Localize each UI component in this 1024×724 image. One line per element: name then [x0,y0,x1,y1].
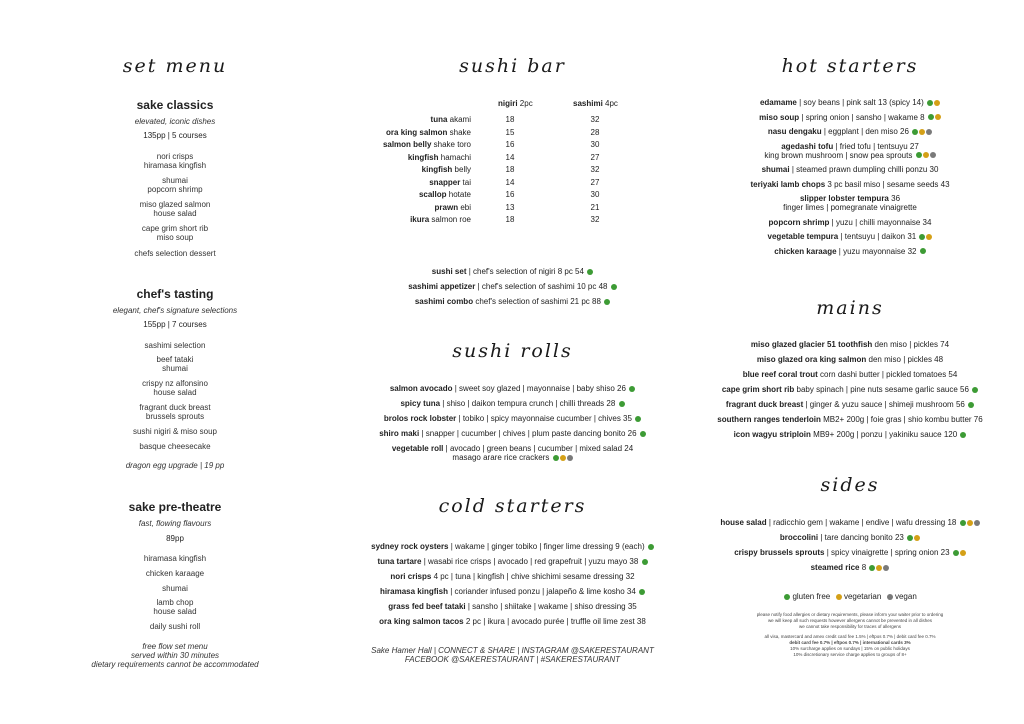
sashimi-unit: 4pc [605,99,618,108]
vegetarian-icon [934,100,940,106]
menu-item [340,572,685,581]
table-row [340,115,685,126]
list-item: fragrant duck breast [139,403,211,412]
menu-item [700,548,1000,557]
fish-name: prawn ebi [434,202,471,212]
gluten-free-icon [648,544,654,550]
gluten-free-icon [928,114,934,120]
item-name: cape grim short rib [721,385,795,394]
list-item: sushi nigiri & miso soup [132,427,218,436]
item-desc: | snapper | cucumber | chives | plum paste dancing bonito 26 [421,429,637,438]
item-desc: 8 [861,563,867,572]
menu-item [700,113,1000,122]
fish-name: salmon belly shake toro [382,140,471,149]
gluten-free-icon [611,284,617,290]
item-name: sydney rock oysters [371,542,449,551]
item-name: house salad [720,518,767,527]
item-desc: baby spinach | pine nuts sesame garlic sauce 56 [796,385,969,394]
item-desc: corn dashi butter | pickled tomatoes 54 [820,370,958,379]
list-item: shumai [162,584,188,593]
sashimi-price: 30 [590,140,600,149]
list-item: house salad [153,607,197,616]
set-desc: | chef's selection of nigiri 8 pc 54 [468,267,584,276]
sashimi-price: 21 [590,202,600,212]
table-row [340,178,685,189]
pre-theatre-note: free flow set menu [142,642,208,651]
item-desc: 4 pc | tuna | kingfish | chive shichimi sesame dressing 32 [433,572,635,581]
menu-item [340,617,685,626]
item-desc: | tentsuyu | daikon 31 [840,232,917,241]
gluten-free-icon [784,594,790,600]
list-item: shumai [162,364,188,373]
item-name: teriyaki lamb chops [750,179,826,189]
list-item: basque cheesecake [139,442,211,451]
list-item: hiramasa kingfish [143,554,207,563]
nigiri-label: nigiri [498,99,518,108]
table-row [340,128,685,139]
vegetarian-icon [960,550,966,556]
item-desc: 36 [891,194,901,203]
item-desc: | wasabi rice crisps | avocado | red grapefruit | yuzu mayo 38 [423,557,639,566]
list-item: brussels sprouts [145,412,205,421]
social-footer: FACEBOOK @SAKERESTAURANT | #SAKERESTAURANT [404,655,621,664]
list-item: chefs selection dessert [134,249,216,258]
item-name: nasu dengaku [767,127,822,136]
sake-classics-title: sake classics [136,98,214,112]
vegetarian-icon [926,234,932,240]
item-desc: MB9+ 200g | ponzu | yakiniku sauce 120 [813,430,958,439]
nigiri-price: 18 [505,215,515,224]
item-name: blue reef coral trout [742,370,818,379]
item-desc: | wakame | ginger tobiko | finger lime dressing 9 (each) [450,542,645,551]
menu-item [700,127,1000,136]
fine-print: 10% discretionary service charge applies to groups of 8+ [793,652,907,657]
fish-name: tuna akami [430,115,471,124]
cold-starters-heading: cold starters [438,495,587,517]
item-name: chicken karaage [774,246,837,256]
fine-print: debit card fee 0.7% | eftpos 0.7% | international cards 3% [789,640,911,645]
nigiri-price: 18 [505,115,515,124]
table-row [340,215,685,226]
gluten-free-icon [587,269,593,275]
sake-classics-price: 135pp | 5 courses [143,131,207,140]
fish-name: ikura salmon roe [410,215,471,224]
chefs-tasting-price: 155pp | 7 courses [143,320,207,329]
menu-item [340,429,685,438]
sashimi-price: 28 [590,127,600,137]
fish-name: ora king salmon shake [386,127,471,137]
menu-item [700,180,1000,189]
fish-name: scallop hotate [418,190,471,199]
menu-item [700,415,1000,424]
menu-item [340,542,685,551]
nigiri-price: 14 [505,177,515,187]
item-name: agedashi tofu [781,141,834,151]
menu-item [700,340,1000,349]
list-item: sashimi selection [144,341,206,350]
item-desc: | avocado | green beans | cucumber | mixed salad 24 [445,444,634,453]
menu-item [700,142,1000,151]
pre-theatre-note: served within 30 minutes [130,651,220,660]
sushi-set-line [340,267,685,276]
item-desc: | ginger & yuzu sauce | shimeji mushroom 56 [805,400,965,409]
table-row [340,153,685,164]
menu-item [700,400,1000,409]
list-item: daily sushi roll [149,622,201,631]
item-name: popcorn shrimp [768,217,830,227]
gluten-free-icon [635,416,641,422]
list-item: cape grim short rib [141,224,209,233]
vegan-icon [974,520,980,526]
fish-name: kingfish hamachi [407,152,471,162]
list-item: hiramasa kingfish [143,161,207,170]
set-name: sushi set [431,267,467,276]
vegetarian-icon [560,455,566,461]
table-row [340,203,685,214]
menu-item [700,194,1000,203]
item-name: tuna tartare [377,557,422,566]
item-desc: masago arare rice crackers [452,453,550,462]
pre-theatre-price: 89pp [166,534,184,543]
sashimi-price: 27 [590,177,600,187]
menu-item-continued [700,203,1000,212]
menu-item [700,247,1000,256]
list-item: miso glazed salmon [139,200,211,209]
item-name: miso soup [759,112,800,122]
gluten-free-icon [912,129,918,135]
menu-item [700,232,1000,241]
chefs-tasting-subtitle: elegant, chef's signature selections [112,306,238,315]
nigiri-header [498,99,533,108]
nigiri-price: 14 [505,152,515,162]
item-desc: king brown mushroom | snow pea sprouts [764,150,913,160]
menu-item [700,370,1000,379]
sashimi-header [573,99,618,108]
item-desc: den miso | pickles 48 [868,355,944,364]
item-name: crispy brussels sprouts [734,548,825,557]
fish-name: snapper tai [429,177,471,187]
item-name: ora king salmon tacos [379,617,464,626]
menu-item [700,385,1000,394]
sashimi-combo-line [340,297,685,306]
item-name: spicy tuna [400,399,441,408]
set-menu-heading: set menu [122,55,228,77]
set-desc: | chef's selection of sashimi 10 pc 48 [477,282,608,291]
item-name: nori crisps [390,572,432,581]
vegan-icon [926,129,932,135]
hot-starters-heading: hot starters [781,55,919,77]
gluten-free-icon [553,455,559,461]
fine-print: 10% surcharge applies on sundays | 15% on public holidays [790,646,910,651]
gluten-free-icon [927,100,933,106]
gluten-free-icon [953,550,959,556]
item-name: edamame [759,98,797,107]
vegan-icon [887,594,893,600]
fine-print: we cannot take responsibility for traces of allergens [798,624,902,629]
vegan-icon [567,455,573,461]
list-item: miso soup [156,233,194,242]
item-desc: | tare dancing bonito 23 [820,533,904,542]
menu-item [700,98,1000,107]
item-desc: | steamed prawn dumpling chilli ponzu 30 [791,165,939,174]
sashimi-price: 32 [590,165,600,174]
pre-theatre-subtitle: fast, flowing flavours [138,519,212,528]
item-desc: | spring onion | sansho | wakame 8 [801,112,925,122]
menu-item [340,399,685,408]
nigiri-price: 15 [505,127,515,137]
sashimi-label: sashimi [573,99,603,108]
gluten-free-icon [919,234,925,240]
gluten-free-icon [960,520,966,526]
vegetarian-icon [919,129,925,135]
sashimi-price: 32 [590,215,600,224]
pre-theatre-title: sake pre-theatre [128,500,222,514]
vegetarian-icon [876,565,882,571]
list-item: nori crisps [156,152,194,161]
menu-item [340,414,685,423]
item-name: salmon avocado [389,384,453,393]
menu-item [340,587,685,596]
item-desc: den miso | pickles 74 [874,340,950,349]
item-name: broccolini [779,533,819,542]
item-desc: | shiso | daikon tempura crunch | chilli threads 28 [442,399,616,408]
legend-gf-label: gluten free [792,592,831,601]
set-name: sashimi appetizer [408,282,476,291]
item-desc: | yuzu | chilli mayonnaise 34 [831,217,932,227]
vegetarian-icon [836,594,842,600]
set-name: sashimi combo [414,297,474,306]
table-row [340,140,685,151]
item-name: shumai [761,165,790,174]
list-item: popcorn shrimp [147,185,203,194]
vegan-icon [883,565,889,571]
set-desc: chef's selection of sashimi 21 pc 88 [475,297,601,306]
menu-item [700,563,1000,572]
item-desc: | yuzu mayonnaise 32 [838,246,917,256]
list-item: house salad [153,209,197,218]
menu-item [700,533,1000,542]
gluten-free-icon [639,589,645,595]
mains-heading: mains [816,297,884,319]
menu-item [340,384,685,393]
menu-item-continued [700,151,1000,160]
item-name: steamed rice [810,563,860,572]
list-item: crispy nz alfonsino [142,379,208,388]
vegetarian-icon [914,535,920,541]
fish-name: kingfish belly [421,165,471,174]
table-row [340,165,685,176]
list-item: beef tataki [156,355,194,364]
menu-item [700,518,1000,527]
item-name: vegetable tempura [767,232,839,241]
nigiri-price: 16 [505,140,515,149]
sushi-bar-heading: sushi bar [459,55,566,77]
nigiri-price: 13 [505,202,515,212]
sashimi-price: 32 [590,115,600,124]
item-desc: MB2+ 200g | foie gras | shio kombu butter 76 [823,415,983,424]
item-name: vegetable roll [391,444,444,453]
item-desc: | soy beans | pink salt 13 (spicy 14) [799,98,924,107]
item-name: slipper lobster tempura [799,194,889,203]
item-desc: 2 pc | ikura | avocado purée | truffle oil lime zest 38 [465,617,646,626]
item-desc: | eggplant | den miso 26 [823,127,909,136]
item-name: miso glazed ora king salmon [756,355,867,364]
sashimi-appetizer-line [340,282,685,291]
item-name: shiro maki [379,429,420,438]
item-desc: 3 pc basil miso | sesame seeds 43 [827,179,950,189]
item-desc: | radicchio gem | wakame | endive | wafu dressing 18 [768,518,957,527]
menu-item [700,218,1000,227]
item-desc: | spicy vinaigrette | spring onion 23 [826,548,950,557]
pre-theatre-note: dietary requirements cannot be accommodated [91,660,259,669]
sushi-rolls-heading: sushi rolls [452,340,573,362]
vegetarian-icon [923,152,929,158]
chefs-tasting-title: chef's tasting [136,287,214,301]
gluten-free-icon [619,401,625,407]
list-item: lamb chop [156,598,194,607]
item-desc: finger limes | pomegranate vinaigrette [783,203,917,212]
list-item: house salad [153,388,197,397]
gluten-free-icon [642,559,648,565]
menu-item [340,557,685,566]
menu-item-continued [340,453,685,462]
item-desc: | fried tofu | tentsuyu 27 [835,141,919,151]
gluten-free-icon [916,152,922,158]
gluten-free-icon [968,402,974,408]
item-desc: | sansho | shiitake | wakame | shiso dressing 35 [467,602,637,611]
menu-item [700,430,1000,439]
dragon-egg-upgrade: dragon egg upgrade | 19 pp [125,461,225,470]
table-row [340,190,685,201]
item-name: hiramasa kingfish [379,587,448,596]
item-name: miso glazed glacier 51 toothfish [750,340,873,349]
legend-vg-label: vegan [894,592,917,601]
fine-print: we will keep all such requests however allergens cannot be prevented in all dishes [767,618,933,623]
item-name: grass fed beef tataki [388,602,466,611]
menu-item [340,602,685,611]
legend-v-label: vegetarian [843,592,882,601]
gluten-free-icon [920,248,926,254]
gluten-free-icon [629,386,635,392]
vegetarian-icon [967,520,973,526]
dietary-legend [700,592,1000,601]
menu-item [700,355,1000,364]
nigiri-price: 18 [505,165,515,174]
fine-print: please notify food allergies or dietary requirements, please inform your waiter prior to ordering [756,612,944,617]
vegan-icon [930,152,936,158]
item-name: brolos rock lobster [383,414,457,423]
menu-item [340,444,685,453]
item-name: southern ranges tenderloin [717,415,821,424]
item-desc: | tobiko | spicy mayonnaise cucumber | chives 35 [458,414,632,423]
sides-heading: sides [820,474,880,496]
gluten-free-icon [869,565,875,571]
gluten-free-icon [640,431,646,437]
fine-print: all visa, mastercard and amex credit card fee 1.5% | eftpos 0.7% | debit card fee 0.7% [764,634,936,639]
menu-item [700,165,1000,174]
social-footer: Sake Hamer Hall | CONNECT & SHARE | INSTAGRAM @SAKERESTAURANT [371,646,654,655]
item-name: fragrant duck breast [725,400,804,409]
nigiri-unit: 2pc [519,99,533,108]
sake-classics-subtitle: elevated, iconic dishes [134,117,216,126]
item-name: icon wagyu striploin [733,430,811,439]
gluten-free-icon [907,535,913,541]
vegetarian-icon [935,114,941,120]
list-item: shumai [162,176,188,185]
sashimi-price: 30 [590,190,600,199]
item-desc: | sweet soy glazed | mayonnaise | baby shiso 26 [454,384,626,393]
nigiri-price: 16 [505,190,515,199]
gluten-free-icon [604,299,610,305]
gluten-free-icon [960,432,966,438]
list-item: chicken karaage [145,569,205,578]
gluten-free-icon [972,387,978,393]
item-desc: | coriander infused ponzu | jalapeño & lime kosho 34 [450,587,636,596]
sashimi-price: 27 [590,152,600,162]
